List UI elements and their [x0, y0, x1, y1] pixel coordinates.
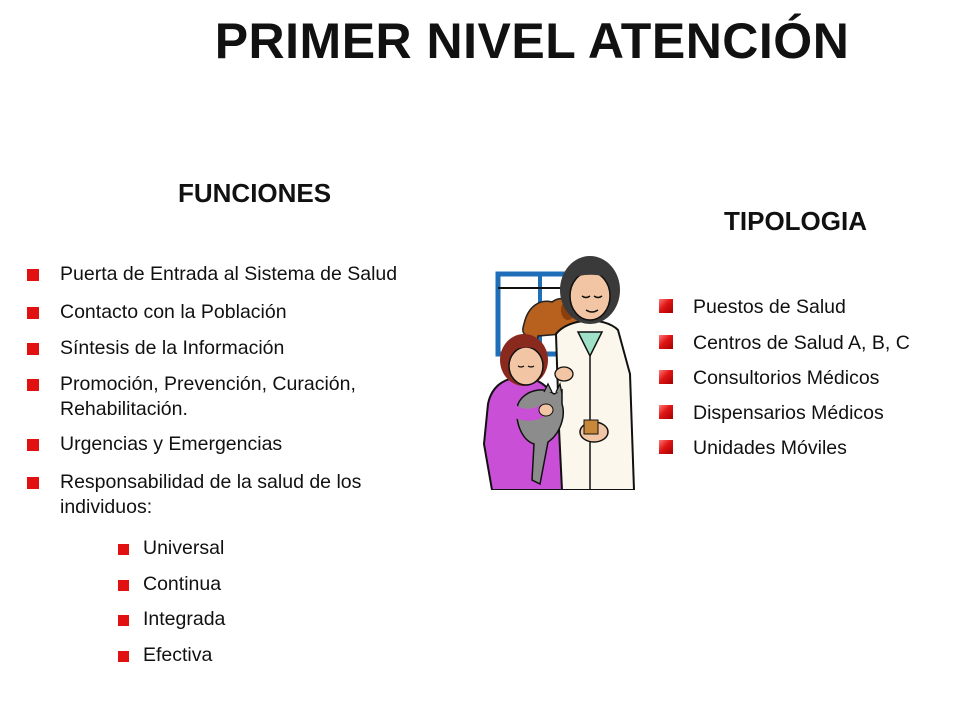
list-item-text: Puerta de Entrada al Sistema de Salud [60, 263, 398, 285]
bullet-square-icon [118, 615, 129, 626]
list-item-text: Consultorios Médicos [693, 367, 880, 389]
list-item-text: Puestos de Salud [693, 296, 846, 318]
bullet-square-icon [118, 651, 129, 662]
bullet-square-icon [659, 440, 673, 454]
list-item-text-continued: Rehabilitación. [60, 398, 188, 420]
list-item-text: Continua [143, 573, 222, 595]
bullet-square-icon [659, 299, 673, 313]
bullet-square-icon [659, 335, 673, 349]
list-item-text: Responsabilidad de la salud de los [60, 471, 362, 493]
veterinarian-girl-cat-icon [478, 244, 654, 490]
bullet-square-icon [27, 269, 39, 281]
list-item-text: Universal [143, 537, 225, 559]
bullet-square-icon [27, 379, 39, 391]
bullet-square-icon [659, 405, 673, 419]
page-title: PRIMER NIVEL ATENCIÓN [214, 13, 850, 69]
list-item-text-continued: individuos: [60, 496, 153, 518]
list-item-text: Integrada [143, 608, 226, 630]
list-item-text: Unidades Móviles [693, 437, 847, 459]
bullet-square-icon [27, 343, 39, 355]
list-item-text: Efectiva [143, 644, 213, 666]
list-item-text: Promoción, Prevención, Curación, [60, 373, 356, 395]
list-item-text: Centros de Salud A, B, C [693, 332, 910, 354]
bullet-square-icon [27, 307, 39, 319]
bullet-square-icon [118, 580, 129, 591]
bullet-square-icon [659, 370, 673, 384]
list-item-text: Síntesis de la Información [60, 337, 285, 359]
bullet-square-icon [27, 477, 39, 489]
funciones-heading: FUNCIONES [178, 178, 332, 208]
list-item-text: Dispensarios Médicos [693, 402, 884, 424]
tipologia-heading: TIPOLOGIA [724, 206, 867, 236]
list-item-text: Contacto con la Población [60, 301, 287, 323]
list-item-text: Urgencias y Emergencias [60, 433, 283, 455]
bullet-square-icon [118, 544, 129, 555]
bullet-square-icon [27, 439, 39, 451]
